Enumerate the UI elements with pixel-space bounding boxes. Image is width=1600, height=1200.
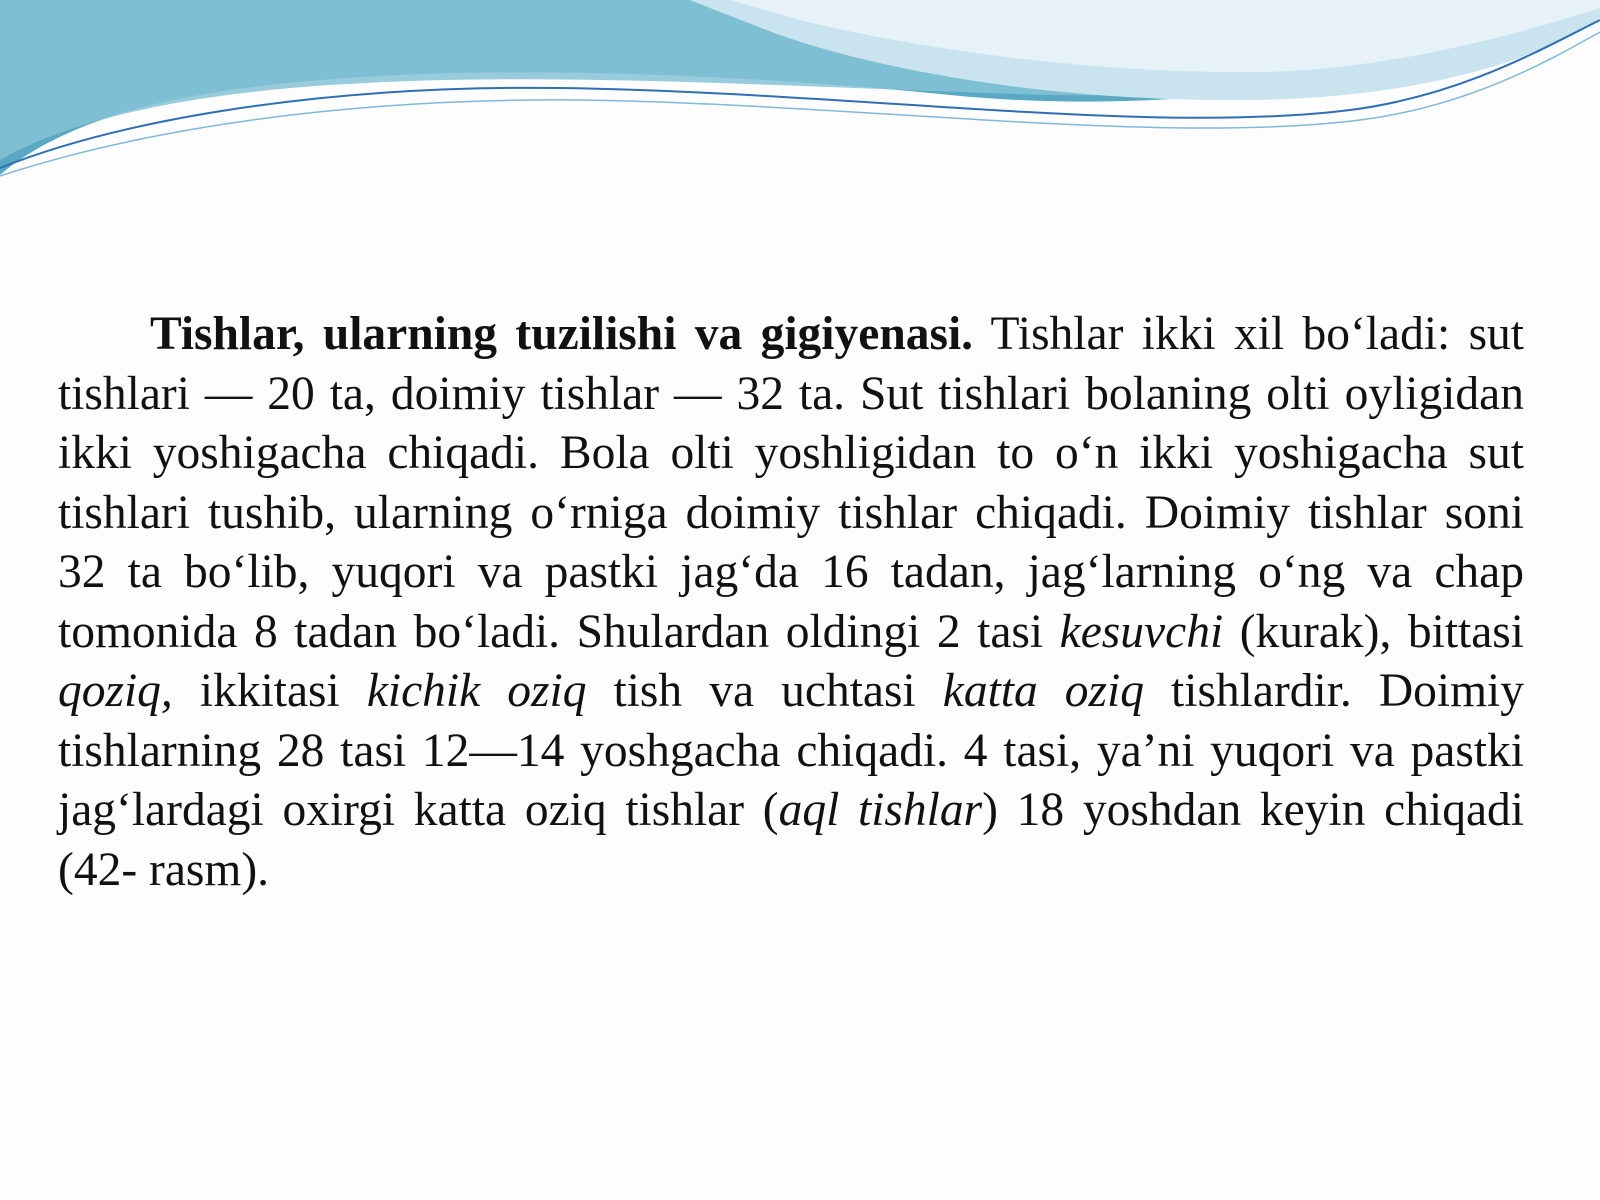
text-segment: (kurak), bittasi (1223, 605, 1524, 658)
term-katta-oziq: katta oziq (942, 665, 1144, 717)
paragraph-heading: Tishlar, ularning tuzilishi va gigiyenasi. (150, 308, 974, 360)
text-segment: ikkitasi (172, 665, 367, 717)
term-kesuvchi: kesuvchi (1059, 605, 1224, 658)
term-kichik-oziq: kichik oziq (366, 665, 587, 717)
text-segment: tishlardir. Doimiy tishlarning 28 tasi 12—14 yoshgacha chiqadi. 4 tasi, ya’ni yuqori va pastki jag‘lardagi oxirgi katta oziq tishlar ( (58, 665, 1525, 836)
main-paragraph (58, 305, 1524, 900)
text-segment: tish va uchtasi (586, 665, 943, 717)
term-aql-tishlar: aql tishlar (778, 784, 983, 836)
decorative-wave-header (0, 0, 1600, 200)
text-segment: Tishlar ikki xil bo‘ladi: sut tishlari — 20 ta, doimiy tishlar — 32 ta. Sut tishlari bolaning olti oyligidan ikki yoshigacha chiqadi. Bola olti yoshligidan to o‘n ikki yoshigacha sut tishlari tushib, ularning o‘rniga doimiy tishlar chiqadi. Doimiy tishlar soni 32 ta bo‘lib, yuqori va pastki jag‘da 16 tadan, jag‘larning o‘ng va chap tomonida 8 tadan bo‘ladi. Shulardan oldingi 2 tasi (58, 308, 1525, 658)
term-qoziq: qoziq, (58, 665, 173, 717)
text-segment: ) 18 yoshdan keyin chiqadi (42- rasm). (58, 784, 1524, 896)
